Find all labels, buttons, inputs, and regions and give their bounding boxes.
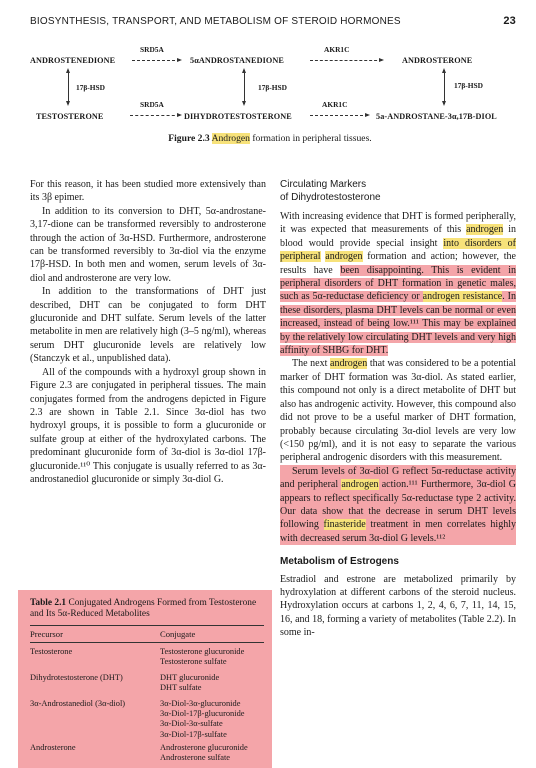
node-androsterone: ANDROSTERONE bbox=[402, 56, 473, 65]
r2-text-a: The next bbox=[292, 358, 330, 370]
r1-pink-2: . In these disorders, plasma DHT levels can be normal or even increased, instead of being low.¹¹¹ This may be explained by the relatively low circulating DHT levels and very high affinity of SHBG for DHT. bbox=[280, 291, 516, 357]
left-paragraph-1: For this reason, it has been studied more extensively than its 3β epimer. bbox=[30, 179, 266, 204]
table-rule-header bbox=[30, 642, 264, 643]
table-row-precursor: Androsterone bbox=[30, 743, 76, 752]
table-header-conjugate: Conjugate bbox=[160, 629, 196, 639]
caption-label: Figure 2.3 bbox=[168, 133, 210, 144]
right-paragraph-3 bbox=[280, 465, 516, 545]
edge-srd5a-bottom: SRD5A bbox=[140, 100, 164, 109]
table-row-conjugates bbox=[160, 743, 248, 763]
r1-text-a: With increasing evidence that DHT is formed peripherally, it was expected that measurements of this bbox=[280, 211, 516, 236]
node-5a-androstanedione: 5αANDROSTANEDIONE bbox=[190, 56, 284, 65]
figure-caption bbox=[20, 133, 520, 144]
table-label: Table 2.1 bbox=[30, 598, 67, 608]
running-title: BIOSYNTHESIS, TRANSPORT, AND METABOLISM OF STEROID HORMONES bbox=[30, 16, 401, 27]
arrow-akr1c-top bbox=[310, 60, 382, 61]
arrow-17bhsd-mid bbox=[244, 70, 245, 104]
caption-text: formation in peripheral tissues. bbox=[249, 133, 372, 144]
r3-text-b: action.¹¹¹ Furthermore, 3α-diol G appears to reflect specifically 5α-reductase type 2 activity. Our data show that the decrease in serum DHT levels following bbox=[280, 479, 516, 531]
node-testosterone: TESTOSTERONE bbox=[36, 112, 104, 121]
table-title bbox=[30, 598, 266, 620]
table-cell: Testosterone glucuronide bbox=[160, 647, 245, 656]
table-row-conjugates bbox=[160, 647, 244, 667]
r1-text-b: in blood would provide special insight bbox=[280, 224, 516, 249]
node-androstenedione: ANDROSTENEDIONE bbox=[30, 56, 116, 65]
edge-akr1c-bottom: AKR1C bbox=[322, 100, 348, 109]
section-heading-estrogens: Metabolism of Estrogens bbox=[280, 556, 399, 568]
r1-highlight-2: into disorders of peripheral bbox=[280, 237, 516, 263]
table-row-precursor: 3α-Androstanediol (3α-diol) bbox=[30, 699, 126, 708]
table-cell: Testosterone sulfate bbox=[160, 657, 227, 667]
table-header-precursor: Precursor bbox=[30, 629, 63, 639]
r1-pink-1: been disappointing. This is evident in peripheral disorders of DHT formation in genetic males, such as 5α-reductase deficiency or bbox=[280, 264, 516, 303]
edge-17bhsd-mid: 17β-HSD bbox=[258, 83, 287, 92]
r3-text-a: Serum levels of 3α-diol G reflect 5α-reductase activity and peripheral bbox=[280, 465, 516, 491]
table-cell: DHT sulfate bbox=[160, 683, 202, 693]
r3-text-c: treatment in men correlates highly with decreased serum 3α-diol G levels.¹¹² bbox=[280, 519, 516, 544]
edge-17bhsd-left: 17β-HSD bbox=[76, 83, 105, 92]
table-cell: Androsterone sulfate bbox=[160, 753, 231, 763]
page-number: 23 bbox=[503, 15, 516, 27]
r3-highlight-2: finasteride bbox=[323, 519, 366, 531]
table-cell: DHT glucuronide bbox=[160, 673, 220, 682]
table-cell: 3α-Diol-3α-glucuronide bbox=[160, 699, 241, 708]
left-paragraph-4: All of the compounds with a hydroxyl group shown in Figure 2.3 are conjugated in peripheral tissues. The main conjugates formed from the androgens depicted in Figure 2.3 are shown in Table 2.1. Since 3α-diol has two hydroxyl groups, it is possible to form a glucuronide or sulfate group at either of the hydroxylated carbons. The predominant glucuronide form of 3α-diol is 3α-diol 17β-glucuronide.¹¹⁰ This conjugate is usually referred to as 3α-androstanediol glucuronide or simply 3α-diol G. bbox=[30, 366, 266, 485]
caption-highlight: Androgen bbox=[211, 133, 250, 144]
node-dihydrotestosterone: DIHYDROTESTOSTERONE bbox=[184, 112, 292, 121]
edge-17bhsd-right: 17β-HSD bbox=[454, 81, 483, 90]
right-paragraph-1 bbox=[280, 210, 516, 357]
edge-akr1c-top: AKR1C bbox=[324, 45, 350, 54]
table-row-precursor: Dihydrotestosterone (DHT) bbox=[30, 673, 123, 682]
arrow-srd5a-bottom bbox=[130, 115, 180, 116]
r1-highlight-4: androgen resistance bbox=[422, 291, 503, 303]
left-paragraph-2: In addition to its conversion to DHT, 5α-androstane-3,17-dione can be transformed reversibly to androsterone through the action of 3α-HSD. Furthermore, androsterone can be transformed reversibly to 3α-diol via the enzyme 17β-HSD. In both men and women, serum levels of 3α-diol and androsterone are very low. bbox=[30, 205, 266, 284]
arrow-srd5a-top bbox=[132, 60, 180, 61]
edge-srd5a-top: SRD5A bbox=[140, 45, 164, 54]
arrow-17bhsd-right bbox=[444, 70, 445, 104]
androgen-pathway-diagram bbox=[20, 40, 520, 160]
arrow-akr1c-bottom bbox=[310, 115, 368, 116]
r1-highlight-3: androgen bbox=[325, 251, 363, 263]
left-paragraph-3: In addition to the transformations of DHT just described, DHT can be conjugated to form DHT glucuronide and DHT sulfate. Serum levels of the latter metabolite in men are relatively high (3–5 ng/ml), whereas serum DHT glucuronide levels are relatively low (Stanczyk et al., unpublished data). bbox=[30, 286, 266, 365]
table-cell: 3α-Diol-17β-glucuronide bbox=[160, 709, 245, 719]
left-column bbox=[30, 178, 266, 486]
table-row-conjugates bbox=[160, 673, 219, 693]
arrow-17bhsd-left bbox=[68, 70, 69, 104]
table-row-conjugates bbox=[160, 699, 244, 740]
r2-text-b: that was considered to be a potential marker of DHT formation was 3α-diol. As stated earlier, this compound not only is a direct metabolite of DHT but also has androgenic activity. However, this compound also did not prove to be a useful marker of DHT formation, probably because circulating 3α-diol levels are very low (<150 pg/ml), and it is not easy to separate the various peripheral androgenic disorders with this measurement. bbox=[280, 358, 517, 464]
r3-highlight-1: androgen bbox=[341, 479, 379, 491]
section-heading-line-1: Circulating Markers bbox=[280, 179, 367, 190]
r1-text-d: formation and action; however, the results have bbox=[280, 251, 516, 276]
node-androstanediol: 5a-ANDROSTANE-3α,17B-DIOL bbox=[376, 112, 497, 121]
r2-highlight: androgen bbox=[330, 358, 368, 370]
table-cell: 3α-Diol-3α-sulfate bbox=[160, 719, 223, 729]
table-rule-top bbox=[30, 625, 264, 626]
right-column bbox=[280, 178, 516, 640]
table-title-text: Conjugated Androgens Formed from Testosterone and Its 5α-Reduced Metabolites bbox=[30, 598, 257, 619]
running-header bbox=[30, 14, 516, 30]
section-heading-line-2: of Dihydrotestosterone bbox=[280, 192, 381, 203]
right-paragraph-4: Estradiol and estrone are metabolized primarily by hydroxylation at different carbons of the steroid nucleus. Hydroxylation occurs at carbons 1, 2, 4, 6, 7, 11, 14, 15, 16, and 18, forming a variety of metabolites (Table 2.2). In some in- bbox=[280, 573, 516, 639]
table-cell: Androsterone glucuronide bbox=[160, 743, 248, 752]
right-paragraph-2 bbox=[280, 357, 516, 464]
table-row-precursor: Testosterone bbox=[30, 647, 73, 656]
section-heading-circulating-markers bbox=[280, 178, 516, 204]
table-cell: 3α-Diol-17β-sulfate bbox=[160, 729, 227, 739]
r1-highlight-1: androgen bbox=[466, 224, 504, 236]
table-2-1 bbox=[18, 590, 272, 768]
